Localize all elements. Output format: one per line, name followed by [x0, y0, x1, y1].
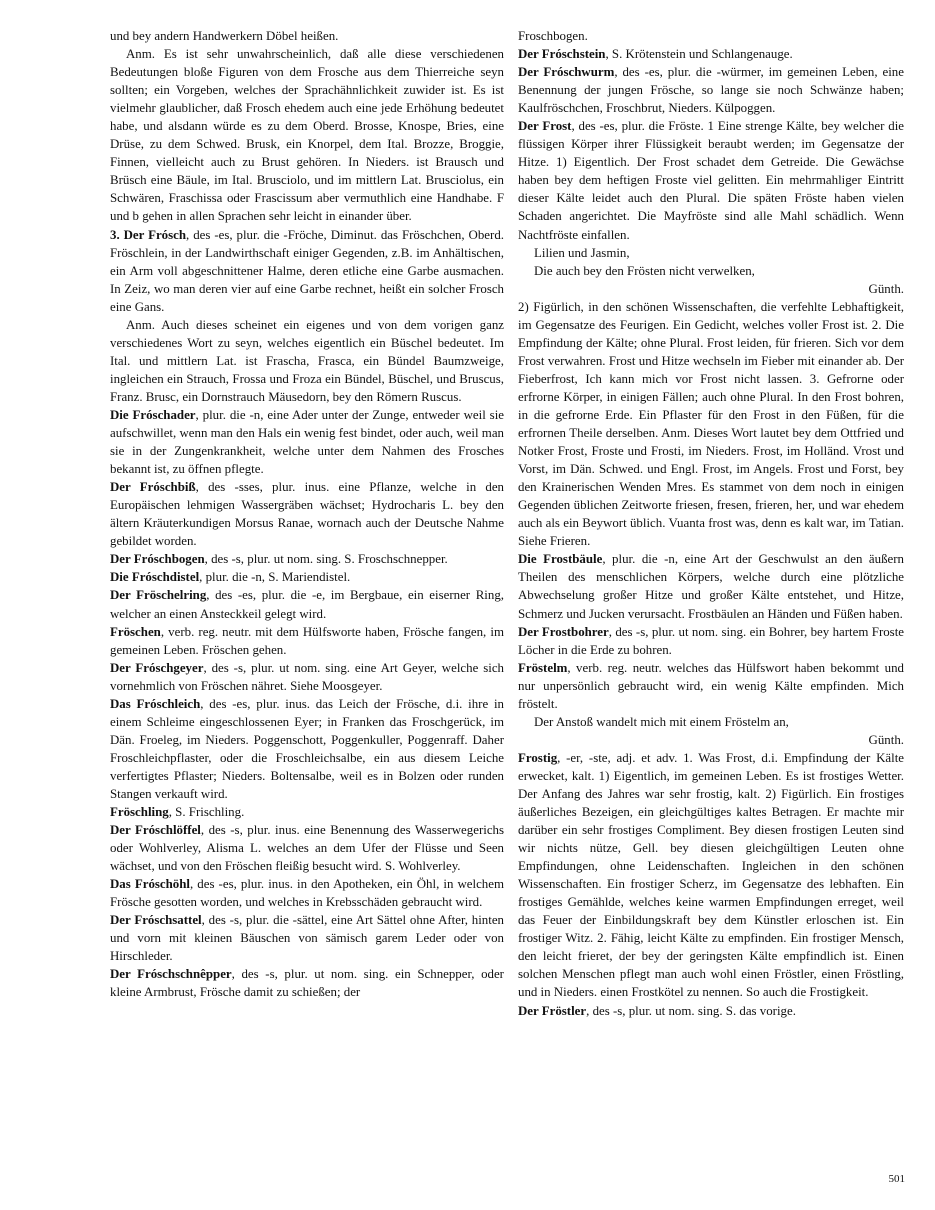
entry-text: , des -s, plur. ut nom. sing. ein Bohrer, bey hartem Froste Löcher in die Erde zu bohren.: [518, 624, 905, 657]
entry-text: , des -s, plur. ut nom. sing. eine Art Geyer, welche sich vornehmlich von Fröschen nähret. Siehe Moosgeyer.: [110, 660, 504, 693]
text-paragraph: [110, 45, 504, 225]
dictionary-entry: [110, 550, 504, 568]
entry-text: Anm. Es ist sehr unwahrscheinlich, daß alle diese verschiedenen Bedeutungen bloße Figuren von dem Frosche aus dem Thierreiche seyn sollten; ein Vorgeben, welches der Sprachähnlichkeit zuwider ist. Es ist vielmehr glaublicher, daß Frosch ehedem auch eine jede Erhöhung bedeutet habe, und alsdann würde es zu dem Oberd. Brosse, Knospe, Bries, eine Drüse, zu dem Schwed. Brusk, ein Knorpel, dem Ital. Brozze, Broggie, Finnen, vielleicht auch zu Brust gehören. In Nieders. ist Brausch und Brüsch eine Bäule, im Ital. Brusciolo, und im mittlern Lat. Brusciolus, ein Schwären, Fraschissa oder Frascissum aber vermuthlich eine Handhabe. F und b gehen in allen Sprachen sehr leicht in einander über.: [110, 47, 504, 224]
entry-text: , des -s, plur. ut nom. sing. S. das vorige.: [586, 1003, 796, 1018]
entry-text: Die auch bey den Frösten nicht verwelken,: [534, 263, 755, 278]
entry-headword: Der Frost: [518, 119, 572, 134]
text-paragraph: [518, 244, 904, 262]
dictionary-entry: [110, 821, 504, 875]
dictionary-entry: [518, 1002, 904, 1020]
entry-text: , -er, -ste, adj. et adv. 1. Was Frost, d.i. Empfindung der Kälte erwecket, kalt. 1) Eigentlich, im gemeinen Leben. Es ist frostiges Wetter. Der Anfang des Jahres war sehr frostig, kalt. 2) Figürlich. Ein frostiges äußerliches Bezeigen, ein gleichgültiges kaltes Betragen. Er machte mir darüber ein sehr frostiges Compliment. Bey diesen frostigen Leuten sind wir nichts nütze, Gell. bey diesen gleichgültigen Leuten ohne Empfindungen, ohne Leidenschaften. Ingleichen in den schönen Wissenschaften. Ein frostiger Scherz, im Gegensatze des lebhaften. Ein frostiges Gemählde, welches keine warmen Empfindungen erreget, weil das Feuer der Einbildungskraft bey dem Künstler erloschen ist. Ein frostiger Witz. 2. Fähig, leicht Kälte zu empfinden. Ein frostiger Mensch, den leicht frieret, der bey der geringsten Kälte empfindlich ist. Einen solchen Menschen pflegt man auch wohl einen Fröstler, einen Fröstling, und in Nieders. einen Frostkötel zu nennen. So auch die Frostigkeit.: [518, 750, 904, 1000]
dictionary-entry: [110, 659, 504, 695]
entry-text: , S. Frischling.: [168, 805, 245, 820]
entry-text: , plur. die -n, eine Ader unter der Zunge, entweder weil sie aufschwillet, wenn man den Hals ein wenig fest bindet, oder auch, weil man sie in der Zungenkrankheit, welche unter dem Nahmen des Frosches bekannt ist, zu öffnen pflegte.: [110, 407, 504, 477]
entry-text: , S. Krötenstein und Schlangenauge.: [605, 47, 793, 62]
entry-headword: Der Fróschbiß: [110, 480, 196, 495]
entry-text: , des -s, plur. ut nom. sing. ein Schnepper, oder kleine Armbrust, Frösche damit zu schießen; der: [110, 967, 504, 1000]
dictionary-entry: [110, 568, 504, 586]
entry-headword: Der Fróschlöffel: [110, 823, 201, 838]
left-column: [110, 27, 504, 1002]
dictionary-entry: [110, 875, 504, 911]
dictionary-entry: [110, 965, 504, 1001]
dictionary-entry: [518, 63, 904, 117]
entry-headword: 3. Der Frósch: [110, 227, 187, 242]
entry-headword: Fröschen: [110, 624, 161, 639]
entry-headword: Die Fróschader: [110, 407, 196, 422]
entry-headword: Der Fróschstein: [518, 47, 606, 62]
dictionary-entry: [110, 623, 504, 659]
entry-text: , des -es, plur. die Fröste. 1 Eine strenge Kälte, bey welcher die flüssigen Körper ihrer Flüssigkeit beraubt werden; im Gegensatze der Hitze. 1) Eigentlich. Der Frost schadet dem Getreide. Die Gewächse haben bey dem heftigen Froste viel gelitten. Ein mehrmahliger Eintritt dieser Kälte leidet auch den Plural. Die späten Fröste haben vielen Schaden angerichtet. Die Mayfröste sind alle Mahl schädlich. Wenn Nachtfröste einfallen.: [518, 119, 905, 242]
dictionary-entry: [110, 478, 504, 550]
entry-text: 2) Figürlich, in den schönen Wissenschaften, die verfehlte Lebhaftigkeit, im Gegensatze des Feurigen. Ein Gedicht, welches voller Frost ist. 2. Die Empfindung der Kälte; ohne Plural. Frost leiden, für frieren. Sich vor dem Frost verwahren. Frost und Hitze wechseln im Fieber mit einander ab. Der Fieberfrost, Ich kann mich vor Frost nicht lassen. 3. Gefrorne oder erfrorne Körper, in einigen Fällen; auch ohne Plural. In den Frost bohren, in die gefrorne Erde. Ein Pflaster für den Frost in den Füßen, für die erfrornen Theile derselben. Anm. Dieses Wort lautet bey dem Ottfried und Notker Frost, Froste und Frosti, im Nieders. Frost, im Holländ. Vrost und Vorst, im Dän. Schwed. und Engl. Frost, im Angels. Frost und Forst, bey den Krainerischen Wenden Mres. Es stammet von dem noch in einigen Gegenden üblichen Zeitworte friesen, fresen, frieren, her, und war ehedem auch als ein Beywort üblich. Vuanta frost was, denn es kalt war, im Tatian. Siehe Frieren.: [518, 299, 904, 549]
entry-headword: Der Fröstler: [518, 1003, 587, 1018]
entry-text: , verb. reg. neutr. welches das Hülfswort haben bekommt und nur unpersönlich gebraucht wird, ein wenig Kälte empfinden. Mich fröstelt.: [518, 660, 904, 711]
entry-headword: Die Fróschdistel: [110, 570, 200, 585]
entry-text: , des -es, plur. die -e, im Bergbaue, ein eiserner Ring, welcher an einen Ansteckkeil gelegt wird.: [110, 588, 504, 621]
entry-text: Froschbogen.: [518, 29, 588, 43]
entry-text: Günth.: [868, 281, 904, 296]
entry-text: , des -es, plur. die -würmer, im gemeinen Leben, eine Benennung der jungen Frösche, so lange sie noch Schwänze haben; Kaulfröschchen, Froschbrut, Nieders. Külpoggen.: [518, 65, 904, 116]
dictionary-entry: [110, 911, 504, 965]
right-column: [518, 27, 904, 1020]
entry-text: , des -es, plur. inus. in den Apotheken, ein Öhl, in welchem Frösche gesotten worden, und welches in Krebsschäden gebraucht wird.: [110, 877, 505, 910]
dictionary-entry: [110, 586, 504, 622]
entry-headword: Der Fróschwurm: [518, 65, 615, 80]
dictionary-entry: [518, 659, 904, 713]
dictionary-entry: [518, 749, 904, 1002]
entry-headword: Frostig: [518, 750, 558, 765]
entry-headword: Der Fróschsattel: [110, 913, 202, 928]
entry-headword: Die Frostbäule: [518, 552, 603, 567]
entry-text: Der Anstoß wandelt mich mit einem Fröstelm an,: [534, 714, 789, 729]
entry-text: , des -s, plur. inus. eine Benennung des Wasserwegerichs oder Wohlverley, Alisma L. welches an dem Ufer der Flüsse und Seen wächset, und von den Fröschen fleißig besucht wird. S. Wohlverley.: [110, 823, 504, 874]
entry-text: Lilien und Jasmin,: [534, 245, 630, 260]
entry-headword: Das Fróschleich: [110, 696, 201, 711]
entry-headword: Das Fróschöhl: [110, 877, 190, 892]
entry-headword: Fröschling: [110, 805, 169, 820]
dictionary-entry: [518, 623, 904, 659]
entry-headword: Der Fröschelring: [110, 588, 207, 603]
page-number: 501: [888, 1173, 905, 1185]
dictionary-entry: [110, 406, 504, 478]
entry-text: , des -s, plur. die -sättel, eine Art Sättel ohne After, hinten und vorn mit kleinen Bäuschen von sämisch garem Leder oder von Hirschleder.: [110, 913, 504, 964]
entry-headword: Der Frostbohrer: [518, 624, 609, 639]
entry-text: , des -s, plur. ut nom. sing. S. Froschschnepper.: [204, 552, 448, 567]
entry-text: , verb. reg. neutr. mit dem Hülfsworte haben, Frösche fangen, im gemeinen Leben. Fröschen gehen.: [110, 624, 504, 657]
entry-headword: Der Fróschbogen: [110, 552, 205, 567]
entry-text: Günth.: [868, 732, 904, 747]
entry-headword: Der Fróschgeyer: [110, 660, 204, 675]
entry-text: , des -es, plur. die -Fröche, Diminut. das Fröschchen, Oberd. Fröschlein, in der Landwirthschaft einiger Gegenden, z.B. im Anhältischen, ein Arm voll abgeschnittener Halme, deren etliche eine Garbe ausmachen. In Zeiz, wo man deren vier auf eine Garbe rechnet, heißt ein solcher Frosch eine Gans.: [110, 227, 504, 314]
text-paragraph: [110, 27, 504, 45]
text-paragraph: [518, 280, 904, 298]
text-paragraph: [518, 298, 904, 551]
text-paragraph: [518, 262, 904, 280]
entry-text: , des -es, plur. inus. das Leich der Frösche, d.i. ihre in einem Schleime eingeschlossenen Eyer; in Franken das Froschgerück, im Dän. Froeleg, im Nieders. Poggenschott, Poggenkuller, Poggenraff. Daher Froschleichpflaster, oder die Froschleichsalbe, ein aus diesem Leiche verfertigtes Pflaster; Nieders. Boltensalbe, weil es in Bolzen oder runden Stangen verkauft wird.: [110, 696, 504, 801]
dictionary-entry: [518, 45, 904, 63]
dictionary-entry: [110, 226, 504, 316]
entry-text: und bey andern Handwerkern Döbel heißen.: [110, 29, 339, 43]
text-paragraph: [518, 713, 904, 731]
text-paragraph: [518, 27, 904, 45]
dictionary-entry: [518, 117, 904, 243]
entry-text: , plur. die -n, S. Mariendistel.: [199, 570, 351, 585]
dictionary-entry: [110, 803, 504, 821]
dictionary-entry: [110, 695, 504, 803]
entry-headword: Fröstelm: [518, 660, 568, 675]
dictionary-entry: [518, 550, 904, 622]
text-paragraph: [518, 731, 904, 749]
entry-headword: Der Fróschschnêpper: [110, 967, 232, 982]
text-paragraph: [110, 316, 504, 406]
entry-text: Anm. Auch dieses scheinet ein eigenes und von dem vorigen ganz verschiedenes Wort zu seyn, welches eigentlich ein Büschel bedeutet. Im Ital. und mittlern Lat. ist Frascha, Frasca, ein Bündel Baumzweige, ingleichen ein Strauch, Frossa und Froza ein Bündel, Büschel, und Bruscus, Franz. Brusc, ein Dornstrauch Mäusedorn, bey den Römern Ruscus.: [110, 317, 504, 404]
entry-text: , plur. die -n, eine Art der Geschwulst an den äußern Theilen des menschlichen Körpers, welche durch eine plötzliche Abwechselung großer Hitze und großer Kälte entstehet, und Hitze, Schmerz und Jucken verursacht. Frostbäulen an Händen und Füßen haben.: [518, 552, 904, 621]
entry-text: , des -sses, plur. inus. eine Pflanze, welche in den Europäischen lehmigen Wassergräben wächset; Hydrocharis L. bey den ältern Kräuterkundigen Morsus Ranae, wornach auch der Deutsche Nahme gebildet worden.: [110, 480, 504, 549]
